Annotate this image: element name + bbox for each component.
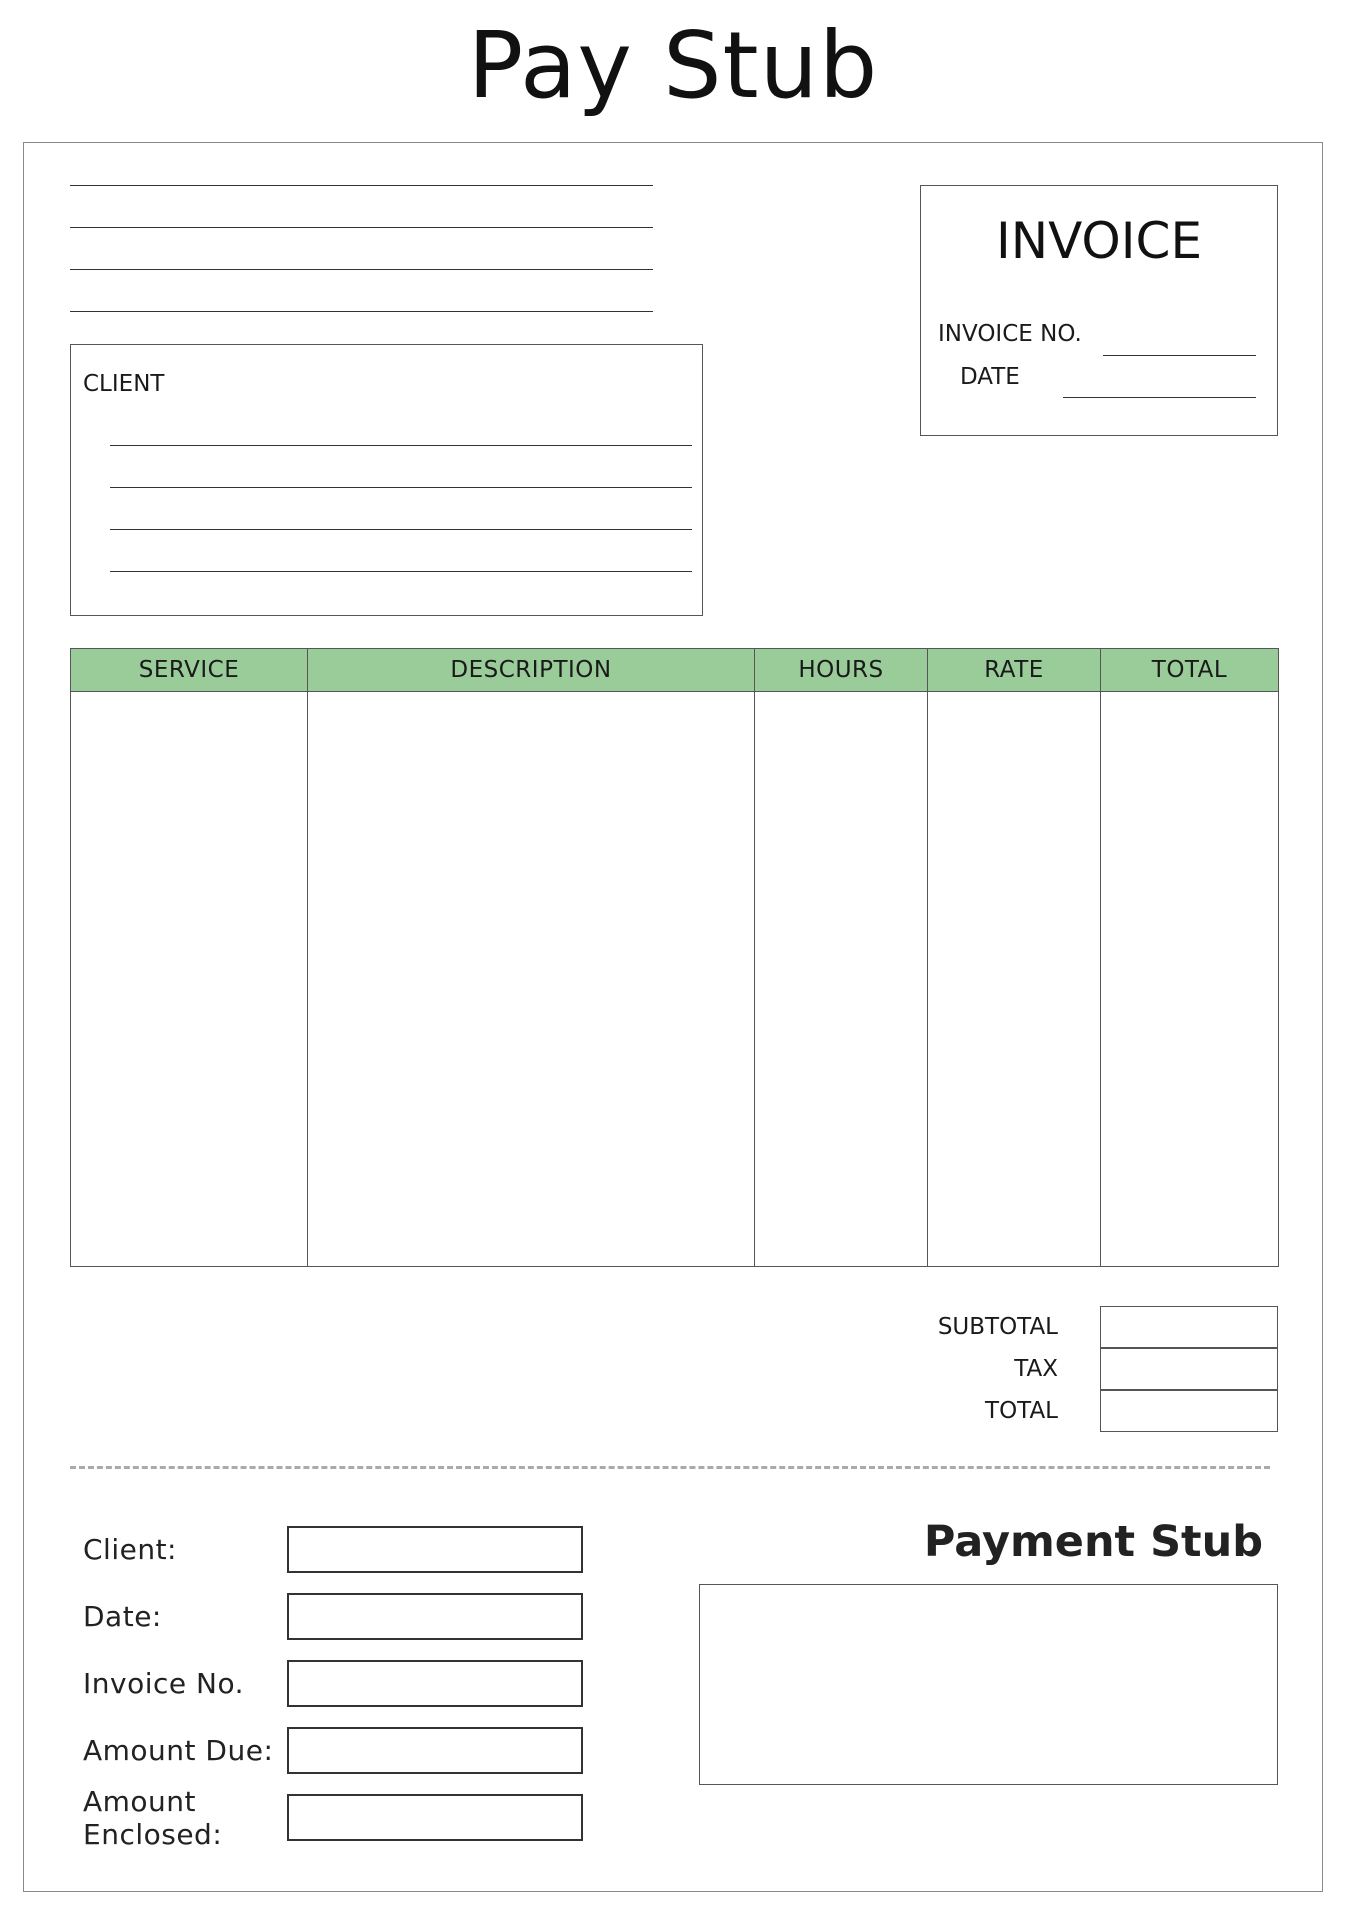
stub-invoice-no-input[interactable] xyxy=(287,1660,583,1707)
invoice-date-field[interactable] xyxy=(1063,397,1256,398)
total-label: TOTAL xyxy=(985,1398,1058,1424)
tax-label: TAX xyxy=(1014,1356,1058,1382)
subtotal-label: SUBTOTAL xyxy=(937,1314,1058,1340)
stub-invoice-no-label: Invoice No. xyxy=(83,1667,244,1700)
payment-stub-box[interactable] xyxy=(699,1584,1278,1785)
sender-line-3[interactable] xyxy=(70,269,653,270)
client-label: CLIENT xyxy=(83,371,165,397)
client-line-3[interactable] xyxy=(110,529,692,530)
service-cell[interactable] xyxy=(71,692,308,1267)
items-table xyxy=(70,648,1279,1267)
description-cell[interactable] xyxy=(308,692,755,1267)
invoice-heading: INVOICE xyxy=(995,212,1203,270)
stub-amount-due-label: Amount Due: xyxy=(83,1734,274,1767)
client-line-4[interactable] xyxy=(110,571,692,572)
stub-date-input[interactable] xyxy=(287,1593,583,1640)
stub-date-label: Date: xyxy=(83,1600,162,1633)
column-header-rate: RATE xyxy=(928,649,1101,692)
column-header-service: SERVICE xyxy=(71,649,308,692)
column-header-description: DESCRIPTION xyxy=(308,649,755,692)
stub-client-input[interactable] xyxy=(287,1526,583,1573)
sender-line-4[interactable] xyxy=(70,311,653,312)
column-header-total: TOTAL xyxy=(1101,649,1279,692)
invoice-number-label: INVOICE NO. xyxy=(938,321,1082,347)
stub-amount-enclosed-label: Amount Enclosed: xyxy=(83,1785,223,1851)
invoice-date-label: DATE xyxy=(960,364,1020,390)
rate-cell[interactable] xyxy=(928,692,1101,1267)
sender-line-2[interactable] xyxy=(70,227,653,228)
client-line-1[interactable] xyxy=(110,445,692,446)
total-cell[interactable] xyxy=(1101,692,1279,1267)
page-title: Pay Stub xyxy=(467,12,879,119)
hours-cell[interactable] xyxy=(755,692,928,1267)
subtotal-field[interactable] xyxy=(1100,1306,1278,1348)
client-line-2[interactable] xyxy=(110,487,692,488)
payment-stub-title: Payment Stub xyxy=(923,1517,1263,1567)
cut-line xyxy=(70,1466,1270,1469)
tax-field[interactable] xyxy=(1100,1348,1278,1390)
invoice-number-field[interactable] xyxy=(1103,355,1256,356)
total-field[interactable] xyxy=(1100,1390,1278,1432)
stub-amount-due-input[interactable] xyxy=(287,1727,583,1774)
table-row xyxy=(71,692,1279,1267)
stub-amount-enclosed-input[interactable] xyxy=(287,1794,583,1841)
sender-line-1[interactable] xyxy=(70,185,653,186)
column-header-hours: HOURS xyxy=(755,649,928,692)
stub-client-label: Client: xyxy=(83,1533,177,1566)
table-header-row xyxy=(71,649,1279,692)
client-box xyxy=(70,344,703,616)
